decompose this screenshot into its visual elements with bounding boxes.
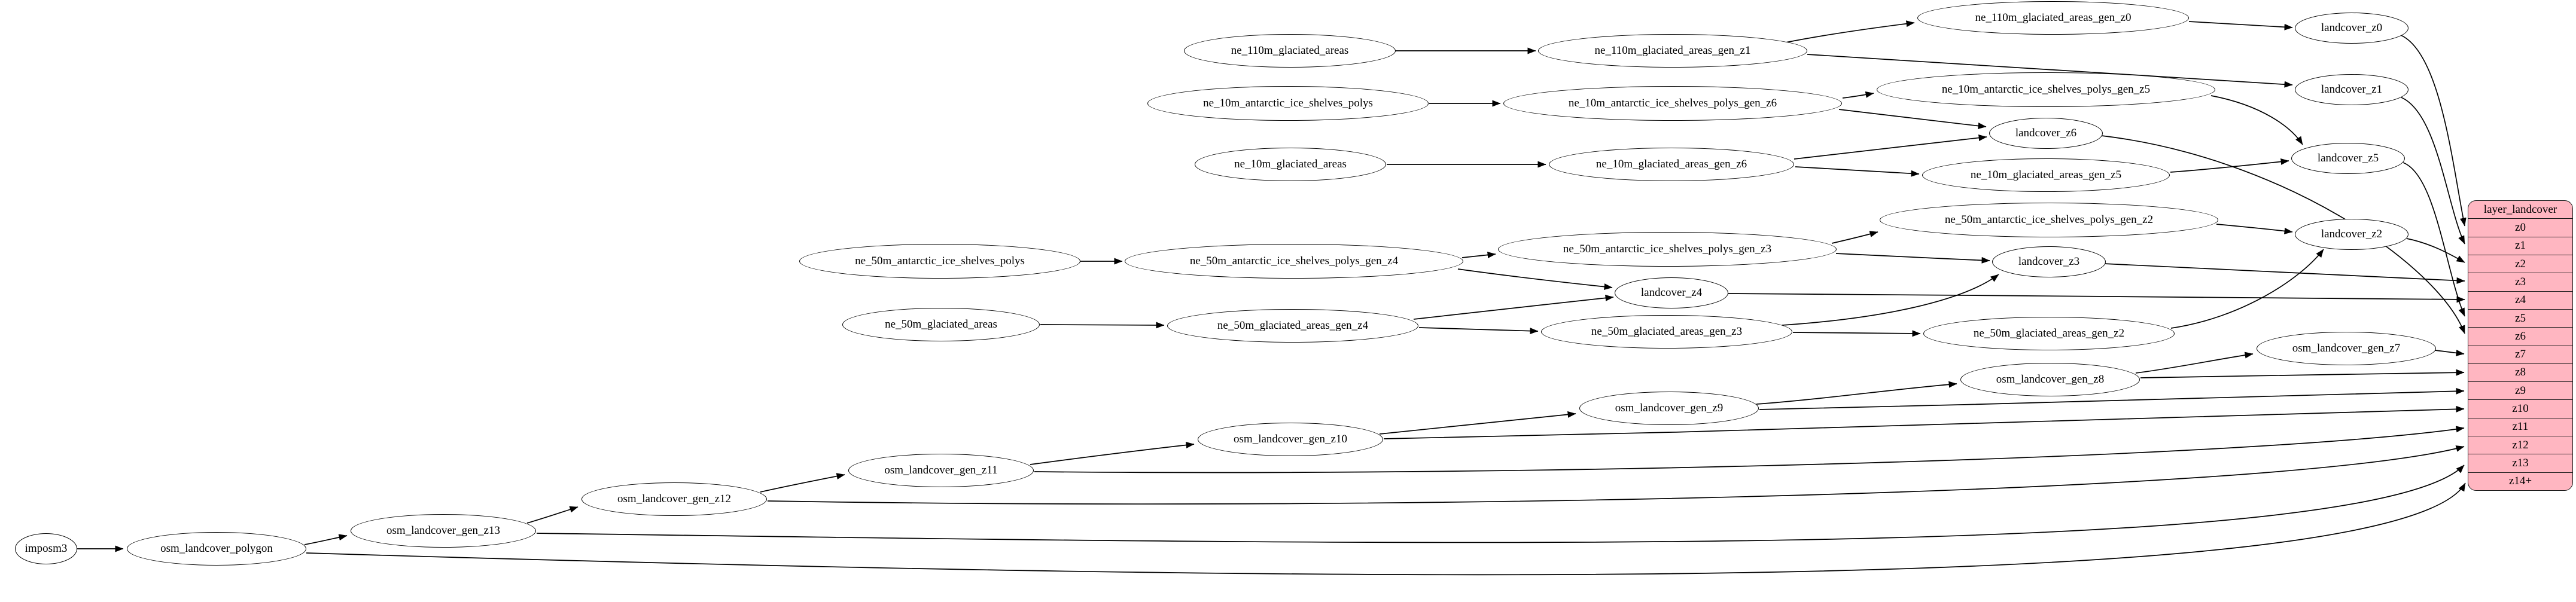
- table-row-z14: z14+: [2468, 472, 2572, 490]
- node-ne_50m_glaciated_areas: ne_50m_glaciated_areas: [842, 308, 1040, 341]
- node-ne_110m_glaciated_areas_gen_z1: ne_110m_glaciated_areas_gen_z1: [1538, 34, 1807, 68]
- node-ne_10m_antarctic_ice_shelves_polys_gen_z6: ne_10m_antarctic_ice_shelves_polys_gen_z6: [1503, 86, 1842, 121]
- node-ne_10m_glaciated_areas_gen_z5: ne_10m_glaciated_areas_gen_z5: [1922, 158, 2170, 192]
- edge-ne_50m_ga_gen_z2-landcover_z2: [2171, 249, 2324, 328]
- edge-landcover_z6-row-z6: [2102, 136, 2465, 334]
- table-row-z5: z5: [2468, 309, 2572, 327]
- edge-osm_landcover_gen_z8-row-z8: [2140, 372, 2464, 378]
- node-imposm3: imposm3: [15, 533, 77, 564]
- node-osm_landcover_gen_z7: osm_landcover_gen_z7: [2257, 332, 2436, 365]
- edge-osm_landcover_gen_z7-row-z7: [2435, 350, 2464, 354]
- edge-ne_50m_ais_gen_z3-landcover_z3: [1836, 253, 1990, 261]
- edge-ne_10m_ais_gen_z6-landcover_z6: [1839, 109, 1986, 127]
- table-row-z3: z3: [2468, 273, 2572, 291]
- edge-osm_landcover_gen_z9-osm_landcover_gen_z8: [1756, 384, 1957, 404]
- edge-ne_10m_ais_gen_z5-landcover_z5: [2211, 96, 2303, 145]
- edge-ne_10m_ga_gen_z6-landcover_z6: [1794, 137, 1987, 159]
- node-osm_landcover_gen_z9: osm_landcover_gen_z9: [1579, 392, 1759, 425]
- node-osm_landcover_polygon: osm_landcover_polygon: [127, 532, 306, 566]
- table-row-z8: z8: [2468, 363, 2572, 381]
- table-row-z9: z9: [2468, 381, 2572, 399]
- table-row-z2: z2: [2468, 255, 2572, 273]
- node-landcover_z4: landcover_z4: [1615, 277, 1728, 308]
- table-row-z6: z6: [2468, 327, 2572, 345]
- edge-ne_50m_ga_gen_z4-gen_z3: [1419, 328, 1538, 331]
- node-osm_landcover_gen_z11: osm_landcover_gen_z11: [848, 454, 1034, 487]
- edge-ne_10m_ga_gen_z5-landcover_z5: [2170, 161, 2289, 172]
- edge-osm_landcover_gen_z13-row-z13: [537, 465, 2464, 542]
- node-landcover_z3: landcover_z3: [1992, 246, 2106, 277]
- table-row-z0: z0: [2468, 218, 2572, 236]
- node-ne_50m_glaciated_areas_gen_z2: ne_50m_glaciated_areas_gen_z2: [1923, 317, 2175, 350]
- edge-ne_10m_ga_gen_z6-gen_z5: [1795, 167, 1919, 174]
- node-osm_landcover_gen_z13: osm_landcover_gen_z13: [351, 514, 536, 548]
- table-row-z10: z10: [2468, 399, 2572, 417]
- node-ne_10m_glaciated_areas_gen_z6: ne_10m_glaciated_areas_gen_z6: [1549, 148, 1794, 181]
- edge-ne_50m_ais_gen_z4-landcover_z4: [1458, 269, 1612, 288]
- edge-ne_50m_ga_gen_z3-landcover_z3: [1782, 274, 1999, 325]
- edge-ne_110m_gen_z1-gen_z0: [1786, 23, 1914, 42]
- table-row-z4: z4: [2468, 291, 2572, 309]
- edge-osm_landcover_gen_z13-osm_landcover_gen_z12: [527, 507, 578, 523]
- node-osm_landcover_gen_z12: osm_landcover_gen_z12: [581, 482, 767, 516]
- node-ne_110m_glaciated_areas_gen_z0: ne_110m_glaciated_areas_gen_z0: [1917, 1, 2189, 35]
- edge-osm_landcover_gen_z11-osm_landcover_gen_z10: [1030, 444, 1194, 465]
- node-ne_50m_antarctic_ice_shelves_polys_gen_z3: ne_50m_antarctic_ice_shelves_polys_gen_z3: [1498, 232, 1837, 267]
- edge-landcover_z2-row-z2: [2407, 239, 2465, 262]
- edge-ne_110m_gen_z0-landcover_z0: [2189, 22, 2292, 27]
- table-row-z13: z13: [2468, 454, 2572, 472]
- table-row-z1: z1: [2468, 237, 2572, 255]
- node-landcover_z0: landcover_z0: [2295, 13, 2408, 44]
- edge-landcover_z0-row-z0: [2400, 35, 2465, 226]
- layer-landcover-table: [2468, 200, 2573, 491]
- edge-landcover_z4-row-z4: [1728, 294, 2465, 300]
- edge-osm_landcover_polygon-osm_landcover_gen_z13: [305, 536, 347, 545]
- table-row-z11: z11: [2468, 418, 2572, 436]
- table-row-z7: z7: [2468, 346, 2572, 363]
- edge-ne_50m_ga_gen_z3-gen_z2: [1793, 332, 1920, 334]
- edge-ne_10m_ais_gen_z6-gen_z5: [1843, 93, 1874, 98]
- node-landcover_z1: landcover_z1: [2295, 74, 2408, 105]
- node-ne_50m_antarctic_ice_shelves_polys_gen_z2: ne_50m_antarctic_ice_shelves_polys_gen_z2: [1880, 203, 2218, 237]
- table-row-z12: z12: [2468, 436, 2572, 454]
- table-title: layer_landcover: [2483, 203, 2557, 216]
- node-ne_50m_glaciated_areas_gen_z3: ne_50m_glaciated_areas_gen_z3: [1541, 315, 1792, 349]
- edge-osm_landcover_gen_z10-row-z10: [1384, 409, 2464, 439]
- edge-osm_landcover_gen_z8-osm_landcover_gen_z7: [2136, 354, 2253, 373]
- node-osm_landcover_gen_z8: osm_landcover_gen_z8: [1960, 363, 2140, 396]
- node-osm_landcover_gen_z10: osm_landcover_gen_z10: [1198, 423, 1383, 456]
- node-ne_10m_antarctic_ice_shelves_polys_gen_z5: ne_10m_antarctic_ice_shelves_polys_gen_z5: [1877, 72, 2215, 107]
- node-ne_50m_glaciated_areas_gen_z4: ne_50m_glaciated_areas_gen_z4: [1167, 309, 1418, 343]
- edge-osm_landcover_gen_z12-osm_landcover_gen_z11: [760, 475, 845, 492]
- node-landcover_z2: landcover_z2: [2295, 219, 2408, 250]
- node-ne_10m_glaciated_areas: ne_10m_glaciated_areas: [1195, 148, 1386, 181]
- node-ne_110m_glaciated_areas: ne_110m_glaciated_areas: [1184, 34, 1396, 68]
- edge-ne_50m_ais_gen_z2-landcover_z2: [2216, 224, 2292, 232]
- edge-ne_50m_ais_gen_z4-gen_z3: [1462, 254, 1496, 258]
- node-ne_50m_antarctic_ice_shelves_polys: ne_50m_antarctic_ice_shelves_polys: [799, 244, 1080, 279]
- node-ne_50m_antarctic_ice_shelves_polys_gen_z4: ne_50m_antarctic_ice_shelves_polys_gen_z4: [1125, 244, 1463, 279]
- node-landcover_z5: landcover_z5: [2291, 143, 2405, 174]
- edge-ne_50m_ga_gen_z4-landcover_z4: [1414, 297, 1613, 319]
- edge-ne_50m_ais_gen_z3-gen_z2: [1832, 232, 1878, 243]
- node-ne_10m_antarctic_ice_shelves_polys: ne_10m_antarctic_ice_shelves_polys: [1147, 86, 1429, 121]
- node-landcover_z6: landcover_z6: [1989, 118, 2103, 149]
- edge-osm_landcover_gen_z10-osm_landcover_gen_z9: [1380, 414, 1576, 434]
